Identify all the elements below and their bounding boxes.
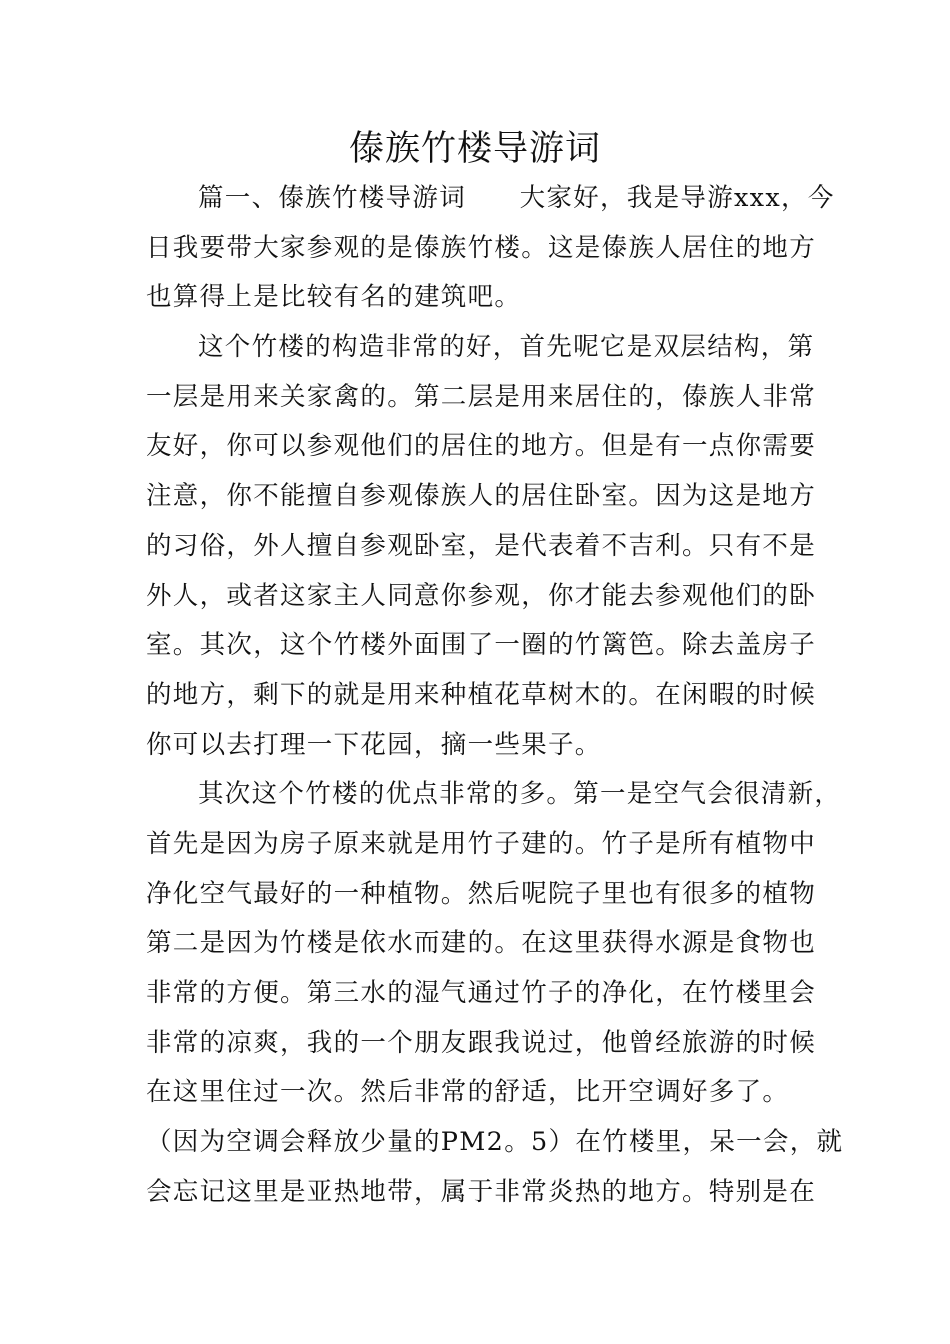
text-line: 非常的凉爽，我的一个朋友跟我说过，他曾经旅游的时候 <box>146 1027 817 1058</box>
text-line: 也算得上是比较有名的建筑吧。 <box>146 282 522 313</box>
text-line: 首先是因为房子原来就是用竹子建的。竹子是所有植物中 <box>146 828 817 859</box>
text-line: 这个竹楼的构造非常的好，首先呢它是双层结构，第 <box>198 332 815 363</box>
text-line: 其次这个竹楼的优点非常的多。第一是空气会很清新， <box>198 779 842 810</box>
text-line: 非常的方便。第三水的湿气通过竹子的净化，在竹楼里会 <box>146 978 817 1008</box>
text-line: 注意，你不能擅自参观傣族人的居住卧室。因为这是地方 <box>146 481 817 512</box>
text-line: （因为空调会释放少量的PM2。5）在竹楼里，呆一会，就 <box>146 1127 844 1158</box>
text-line: 净化空气最好的一种植物。然后呢院子里也有很多的植物 <box>146 878 817 909</box>
document-body <box>146 174 844 1217</box>
text-line: 在这里住过一次。然后非常的舒适，比开空调好多了。 <box>146 1077 790 1108</box>
text-line: 的地方，剩下的就是用来种植花草树木的。在闲暇的时候 <box>146 679 817 710</box>
text-line: 篇一、傣族竹楼导游词 大家好，我是导游xxx，今 <box>198 183 835 213</box>
text-line: 会忘记这里是亚热地带，属于非常炎热的地方。特别是在 <box>146 1176 817 1207</box>
document-title: 傣族竹楼导游词 <box>348 129 601 169</box>
text-line: 室。其次，这个竹楼外面围了一圈的竹篱笆。除去盖房子 <box>146 630 817 661</box>
text-line: 日我要带大家参观的是傣族竹楼。这是傣族人居住的地方 <box>146 232 817 263</box>
text-line: 外人，或者这家主人同意你参观，你才能去参观他们的卧 <box>146 580 817 611</box>
text-line: 第二是因为竹楼是依水而建的。在这里获得水源是食物也 <box>146 928 817 959</box>
text-line: 的习俗，外人擅自参观卧室，是代表着不吉利。只有不是 <box>146 530 817 561</box>
text-line: 你可以去打理一下花园，摘一些果子。 <box>146 729 602 760</box>
text-line: 友好，你可以参观他们的居住的地方。但是有一点你需要 <box>146 431 817 462</box>
text-line: 一层是用来关家禽的。第二层是用来居住的，傣族人非常 <box>146 381 817 412</box>
